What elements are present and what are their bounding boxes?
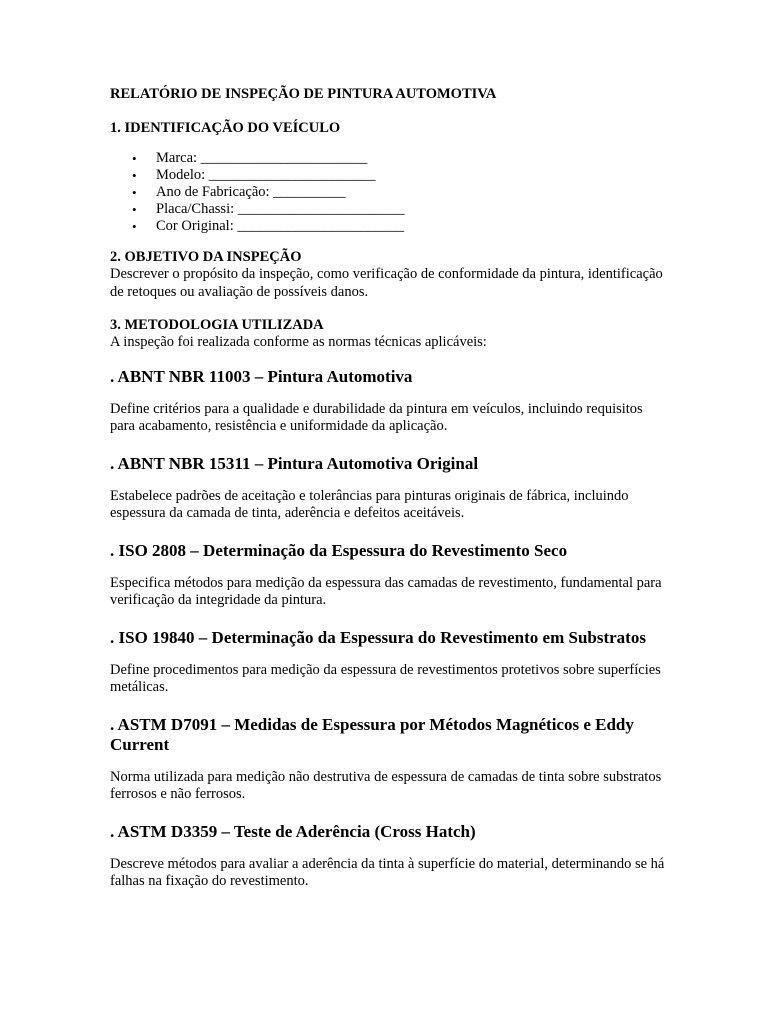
document-page	[110, 84, 670, 909]
field-model: Modelo: _______________________	[156, 167, 376, 183]
norm-abnt-nbr-15311	[110, 454, 670, 523]
list-item	[110, 184, 670, 201]
norm-description: Estabelece padrões de aceitação e tolerâncias para pinturas originais de fábrica, incluindo espessura da camada de tinta, aderência e defeitos aceitáveis.	[110, 487, 629, 521]
field-brand: Marca: _______________________	[156, 150, 368, 166]
bullet-icon: •	[132, 168, 137, 183]
norm-description: Norma utilizada para medição não destrutiva de espessura de camadas de tinta sobre substratos ferrosos e não ferrosos.	[110, 768, 662, 802]
methodology-text: A inspeção foi realizada conforme as normas técnicas aplicáveis:	[110, 334, 487, 350]
bullet-icon: •	[132, 202, 137, 217]
norm-iso-2808	[110, 541, 670, 610]
norm-abnt-nbr-11003	[110, 367, 670, 436]
objective-text: Descrever o propósito da inspeção, como verificação de conformidade da pintura, identificação de retoques ou avaliação de possíveis danos.	[110, 266, 663, 300]
field-plate: Placa/Chassi: _______________________	[156, 201, 405, 217]
section-heading-objective: 2. OBJETIVO DA INSPEÇÃO	[110, 249, 302, 265]
field-year: Ano de Fabricação: __________	[156, 184, 346, 200]
list-item	[110, 218, 670, 235]
vehicle-fields-list	[110, 150, 670, 235]
list-item	[110, 167, 670, 184]
norm-title: . ABNT NBR 15311 – Pintura Automotiva Original	[110, 453, 479, 473]
norm-description: Especifica métodos para medição da espessura das camadas de revestimento, fundamental para verificação da integridade da pintura.	[110, 574, 662, 608]
norm-description: Descreve métodos para avaliar a aderência da tinta à superfície do material, determinando se há falhas na fixação do revestimento.	[110, 855, 665, 889]
norm-title: . ISO 2808 – Determinação da Espessura do Revestimento Seco	[110, 540, 568, 560]
section-heading-vehicle-identification: 1. IDENTIFICAÇÃO DO VEÍCULO	[110, 120, 341, 136]
norm-astm-d7091	[110, 715, 670, 804]
norm-astm-d3359	[110, 822, 670, 891]
bullet-icon: •	[132, 185, 137, 200]
norm-description: Define critérios para a qualidade e durabilidade da pintura em veículos, incluindo requisitos para acabamento, resistência e uniformidade da aplicação.	[110, 400, 643, 434]
document-title: RELATÓRIO DE INSPEÇÃO DE PINTURA AUTOMOTIVA	[110, 86, 497, 102]
bullet-icon: •	[132, 219, 137, 234]
norm-title: . ASTM D3359 – Teste de Aderência (Cross Hatch)	[110, 821, 476, 841]
field-color: Cor Original: _______________________	[156, 218, 405, 234]
norm-title: . ISO 19840 – Determinação da Espessura do Revestimento em Substratos	[110, 627, 646, 647]
norm-description: Define procedimentos para medição da espessura de revestimentos protetivos sobre superfícies metálicas.	[110, 661, 661, 695]
section-objective	[110, 248, 670, 301]
bullet-icon: •	[132, 151, 137, 166]
section-methodology	[110, 316, 670, 352]
norm-iso-19840	[110, 628, 670, 697]
list-item	[110, 150, 670, 167]
norm-title: . ABNT NBR 11003 – Pintura Automotiva	[110, 366, 413, 386]
norm-title: . ASTM D7091 – Medidas de Espessura por Métodos Magnéticos e Eddy Current	[110, 714, 634, 754]
list-item	[110, 201, 670, 218]
section-heading-methodology: 3. METODOLOGIA UTILIZADA	[110, 317, 324, 333]
